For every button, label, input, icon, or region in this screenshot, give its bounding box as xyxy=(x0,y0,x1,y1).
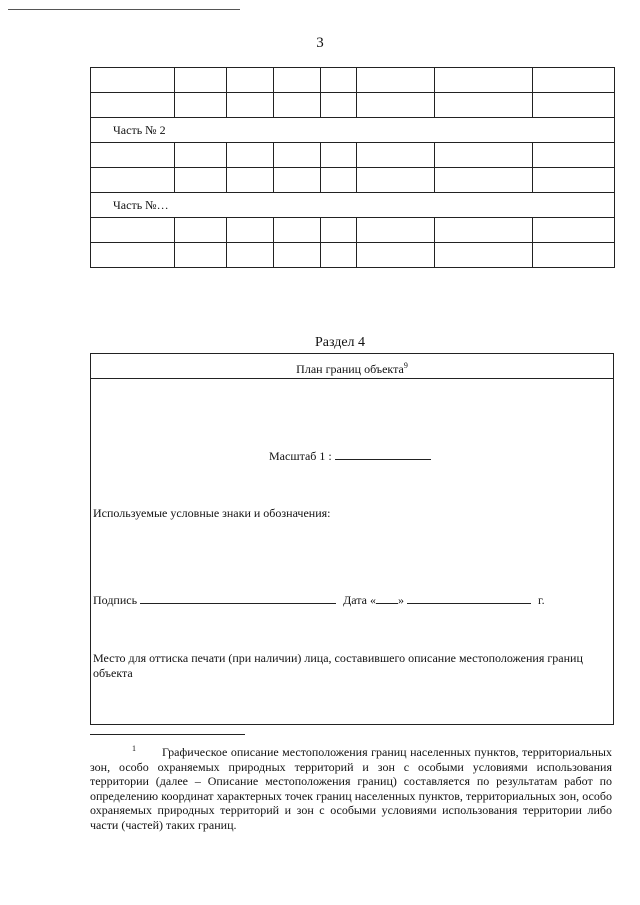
table-cell xyxy=(357,218,435,243)
scale-label: Масштаб 1 : xyxy=(269,449,332,463)
table-cell xyxy=(533,93,615,118)
table-cell xyxy=(435,93,533,118)
table-cell xyxy=(321,93,357,118)
part-label: Часть № 2 xyxy=(91,118,615,143)
part-label: Часть №… xyxy=(91,193,615,218)
table-cell xyxy=(91,243,175,268)
legend-label: Используемые условные знаки и обозначения: xyxy=(93,506,331,520)
date-day-blank xyxy=(376,592,398,604)
table-cell xyxy=(533,143,615,168)
table-cell xyxy=(175,218,227,243)
table-cell xyxy=(175,68,227,93)
table-cell xyxy=(91,168,175,193)
table-cell xyxy=(274,218,321,243)
table-cell xyxy=(175,243,227,268)
footnote-marker: 1 xyxy=(132,744,136,753)
table-cell xyxy=(435,143,533,168)
table-cell xyxy=(321,168,357,193)
plan-title-text: План границ объекта xyxy=(296,362,404,376)
table-row xyxy=(91,218,615,243)
date-month-blank xyxy=(407,592,531,604)
plan-title xyxy=(91,354,613,379)
table-cell xyxy=(533,218,615,243)
table-cell xyxy=(227,68,274,93)
table-cell xyxy=(274,93,321,118)
table-cell xyxy=(435,68,533,93)
table-cell xyxy=(435,243,533,268)
footnote-rule xyxy=(90,734,245,735)
table-cell xyxy=(91,143,175,168)
table-cell xyxy=(533,243,615,268)
table-cell xyxy=(321,218,357,243)
table-cell xyxy=(227,143,274,168)
table-cell xyxy=(533,68,615,93)
table-cell xyxy=(357,243,435,268)
signature-blank xyxy=(140,592,336,604)
table-cell xyxy=(227,218,274,243)
table-cell xyxy=(533,168,615,193)
table-cell xyxy=(321,68,357,93)
table-cell xyxy=(357,168,435,193)
table-cell xyxy=(357,68,435,93)
table-cell xyxy=(357,143,435,168)
plan-title-footnote-ref: 9 xyxy=(403,361,408,370)
table-cell xyxy=(91,68,175,93)
table-cell xyxy=(274,243,321,268)
scale-row xyxy=(269,448,431,464)
table-cell xyxy=(321,243,357,268)
table-row xyxy=(91,243,615,268)
table-cell xyxy=(321,143,357,168)
footnote-text: Графическое описание местоположения границ населенных пунктов, территориальных зон, особо охраняемых природных территорий и зон с особыми условиями использования территории (далее – Описание местоположения границ) составляется по результатам работ по определению координат характерных точек границ населенных пунктов, территориальных зон, особо охраняемых природных территорий и зон с особыми условиями использования территории либо части (частей) таких границ. xyxy=(90,745,612,832)
signature-row xyxy=(93,592,545,608)
footnote xyxy=(90,742,612,832)
table-cell xyxy=(175,168,227,193)
signature-label: Подпись xyxy=(93,593,138,607)
table-cell xyxy=(435,218,533,243)
part-header-row xyxy=(91,118,615,143)
coordinates-table xyxy=(90,67,615,268)
stamp-text: Место для оттиска печати (при наличии) лица, составившего описание местоположения границ объекта xyxy=(93,651,583,680)
table-cell xyxy=(435,168,533,193)
table-cell xyxy=(274,143,321,168)
table-row xyxy=(91,168,615,193)
table-row xyxy=(91,93,615,118)
table-cell xyxy=(91,218,175,243)
top-rule xyxy=(8,9,240,10)
table-cell xyxy=(357,93,435,118)
plan-box xyxy=(90,353,614,725)
page-number: 3 xyxy=(316,35,324,51)
table-row xyxy=(91,68,615,93)
section-title: Раздел 4 xyxy=(314,335,366,350)
scale-value-blank xyxy=(335,448,431,460)
part-header-row xyxy=(91,193,615,218)
table-cell xyxy=(274,68,321,93)
table-cell xyxy=(175,93,227,118)
table-cell xyxy=(227,93,274,118)
table-cell xyxy=(175,143,227,168)
table-cell xyxy=(227,243,274,268)
table-cell xyxy=(274,168,321,193)
date-close-quote: » xyxy=(398,593,404,607)
table-row xyxy=(91,143,615,168)
date-label: Дата « xyxy=(343,593,376,607)
table-cell xyxy=(91,93,175,118)
table-cell xyxy=(227,168,274,193)
year-suffix: г. xyxy=(538,593,545,607)
